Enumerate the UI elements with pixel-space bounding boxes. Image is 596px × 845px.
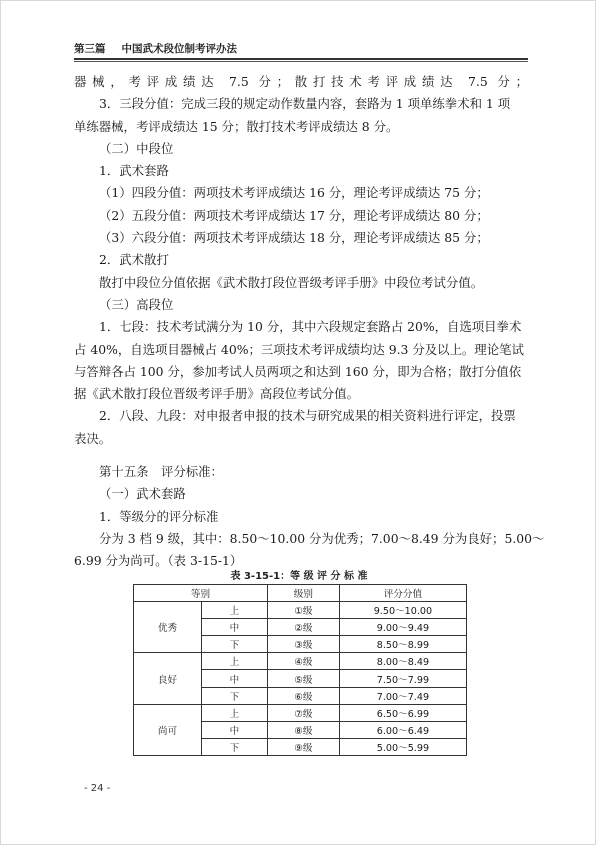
list-item: （1）四段分值：两项技术考评成绩达 16 分，理论考评成绩达 75 分； [99,185,489,201]
score-cell: 5.00～5.99 [339,738,466,755]
sub-rank-cell: 上 [201,704,267,721]
sub-rank-cell: 中 [201,619,267,636]
header-title: 中国武术段位制考评办法 [121,43,237,55]
level-cell: ⑦级 [267,704,339,721]
article-heading: 第十五条 评分标准： [99,464,223,480]
section-heading: （二）中段位 [99,140,174,156]
header-rule-thin [74,61,528,62]
running-header [74,41,528,56]
paragraph-line: 2．八段、九段：对申报者申报的技术与研究成果的相关资料进行评定，投票 [99,408,516,424]
level-cell: ⑤级 [267,670,339,687]
page-number: - 24 - [84,783,111,794]
header-rule [74,58,528,60]
score-cell: 6.50～6.99 [339,704,466,721]
rank-cell: 优秀 [134,602,202,653]
paragraph-line: 与答辩各占 100 分，参加考试人员两项之和达到 160 分，即为合格；散打分值依 [74,363,522,379]
rank-cell: 尚可 [134,704,202,755]
score-cell: 9.00～9.49 [339,619,466,636]
table-row [134,602,467,619]
paragraph-gap [74,450,528,461]
sub-rank-cell: 下 [201,636,267,653]
sub-rank-cell: 上 [201,653,267,670]
paragraph-line: 6.99 分为尚可。（表 3-15-1） [74,553,243,569]
section-heading: （一）武术套路 [99,486,186,502]
paragraph-line: 1．七段：技术考试满分为 10 分，其中六段规定套路占 20%，自选项目拳术 [99,319,522,335]
level-cell: ②级 [267,619,339,636]
score-cell: 7.00～7.49 [339,687,466,704]
subsection-heading: 2．武术散打 [99,252,169,268]
list-item: （2）五段分值：两项技术考评成绩达 17 分，理论考评成绩达 80 分； [99,207,489,223]
paragraph-line: 散打中段位分值依据《武术散打段位晋级考评手册》中段位考试分值。 [99,274,484,290]
header-score: 评分分值 [339,585,466,602]
body-text [74,71,545,573]
section-heading: （三）高段位 [99,296,174,312]
sub-rank-cell: 中 [201,670,267,687]
level-cell: ③级 [267,636,339,653]
subsection-heading: 1．等级分的评分标准 [99,508,219,524]
paragraph-line: 单练器械，考评成绩达 15 分；散打技术考评成绩达 8 分。 [74,118,399,134]
sub-rank-cell: 下 [201,687,267,704]
paragraph-line: 据《武术散打段位晋级考评手册》高段位考试分值。 [74,386,359,402]
score-cell: 8.50～8.99 [339,636,466,653]
sub-rank-cell: 下 [201,738,267,755]
sub-rank-cell: 上 [201,602,267,619]
header-rank: 等别 [134,585,268,602]
paragraph-line: 表决。 [74,430,112,446]
rank-cell: 良好 [134,653,202,704]
score-cell: 7.50～7.99 [339,670,466,687]
level-cell: ⑧级 [267,721,339,738]
table-row [134,704,467,721]
level-cell: ④级 [267,653,339,670]
paragraph-line: 分为 3 档 9 级，其中：8.50～10.00 分为优秀；7.00～8.49 分为良好；5.00～ [99,530,545,546]
level-cell: ⑥级 [267,687,339,704]
table-header-row [134,585,467,602]
score-cell: 9.50～10.00 [339,602,466,619]
subsection-heading: 1．武术套路 [99,163,169,179]
score-cell: 8.00～8.49 [339,653,466,670]
sub-rank-cell: 中 [201,721,267,738]
score-cell: 6.00～6.49 [339,721,466,738]
list-item: （3）六段分值：两项技术考评成绩达 18 分，理论考评成绩达 85 分； [99,230,489,246]
paragraph-line: 器械，考评成绩达 7.5 分；散打技术考评成绩达 7.5 分； [74,74,528,89]
table-row [134,653,467,670]
header-chapter: 第三篇 [74,43,106,55]
level-cell: ①级 [267,602,339,619]
grade-table [133,584,467,756]
level-cell: ⑨级 [267,738,339,755]
paragraph-line: 占 40%，自选项目器械占 40%；三项技术考评成绩均达 9.3 分及以上。理论笔试 [74,341,524,357]
header-level: 级别 [267,585,339,602]
table-caption: 表 3-15-1：等 级 评 分 标 准 [230,571,368,582]
paragraph-line: 3．三段分值：完成三段的规定动作数量内容，套路为 1 项单练拳术和 1 项 [99,96,511,112]
